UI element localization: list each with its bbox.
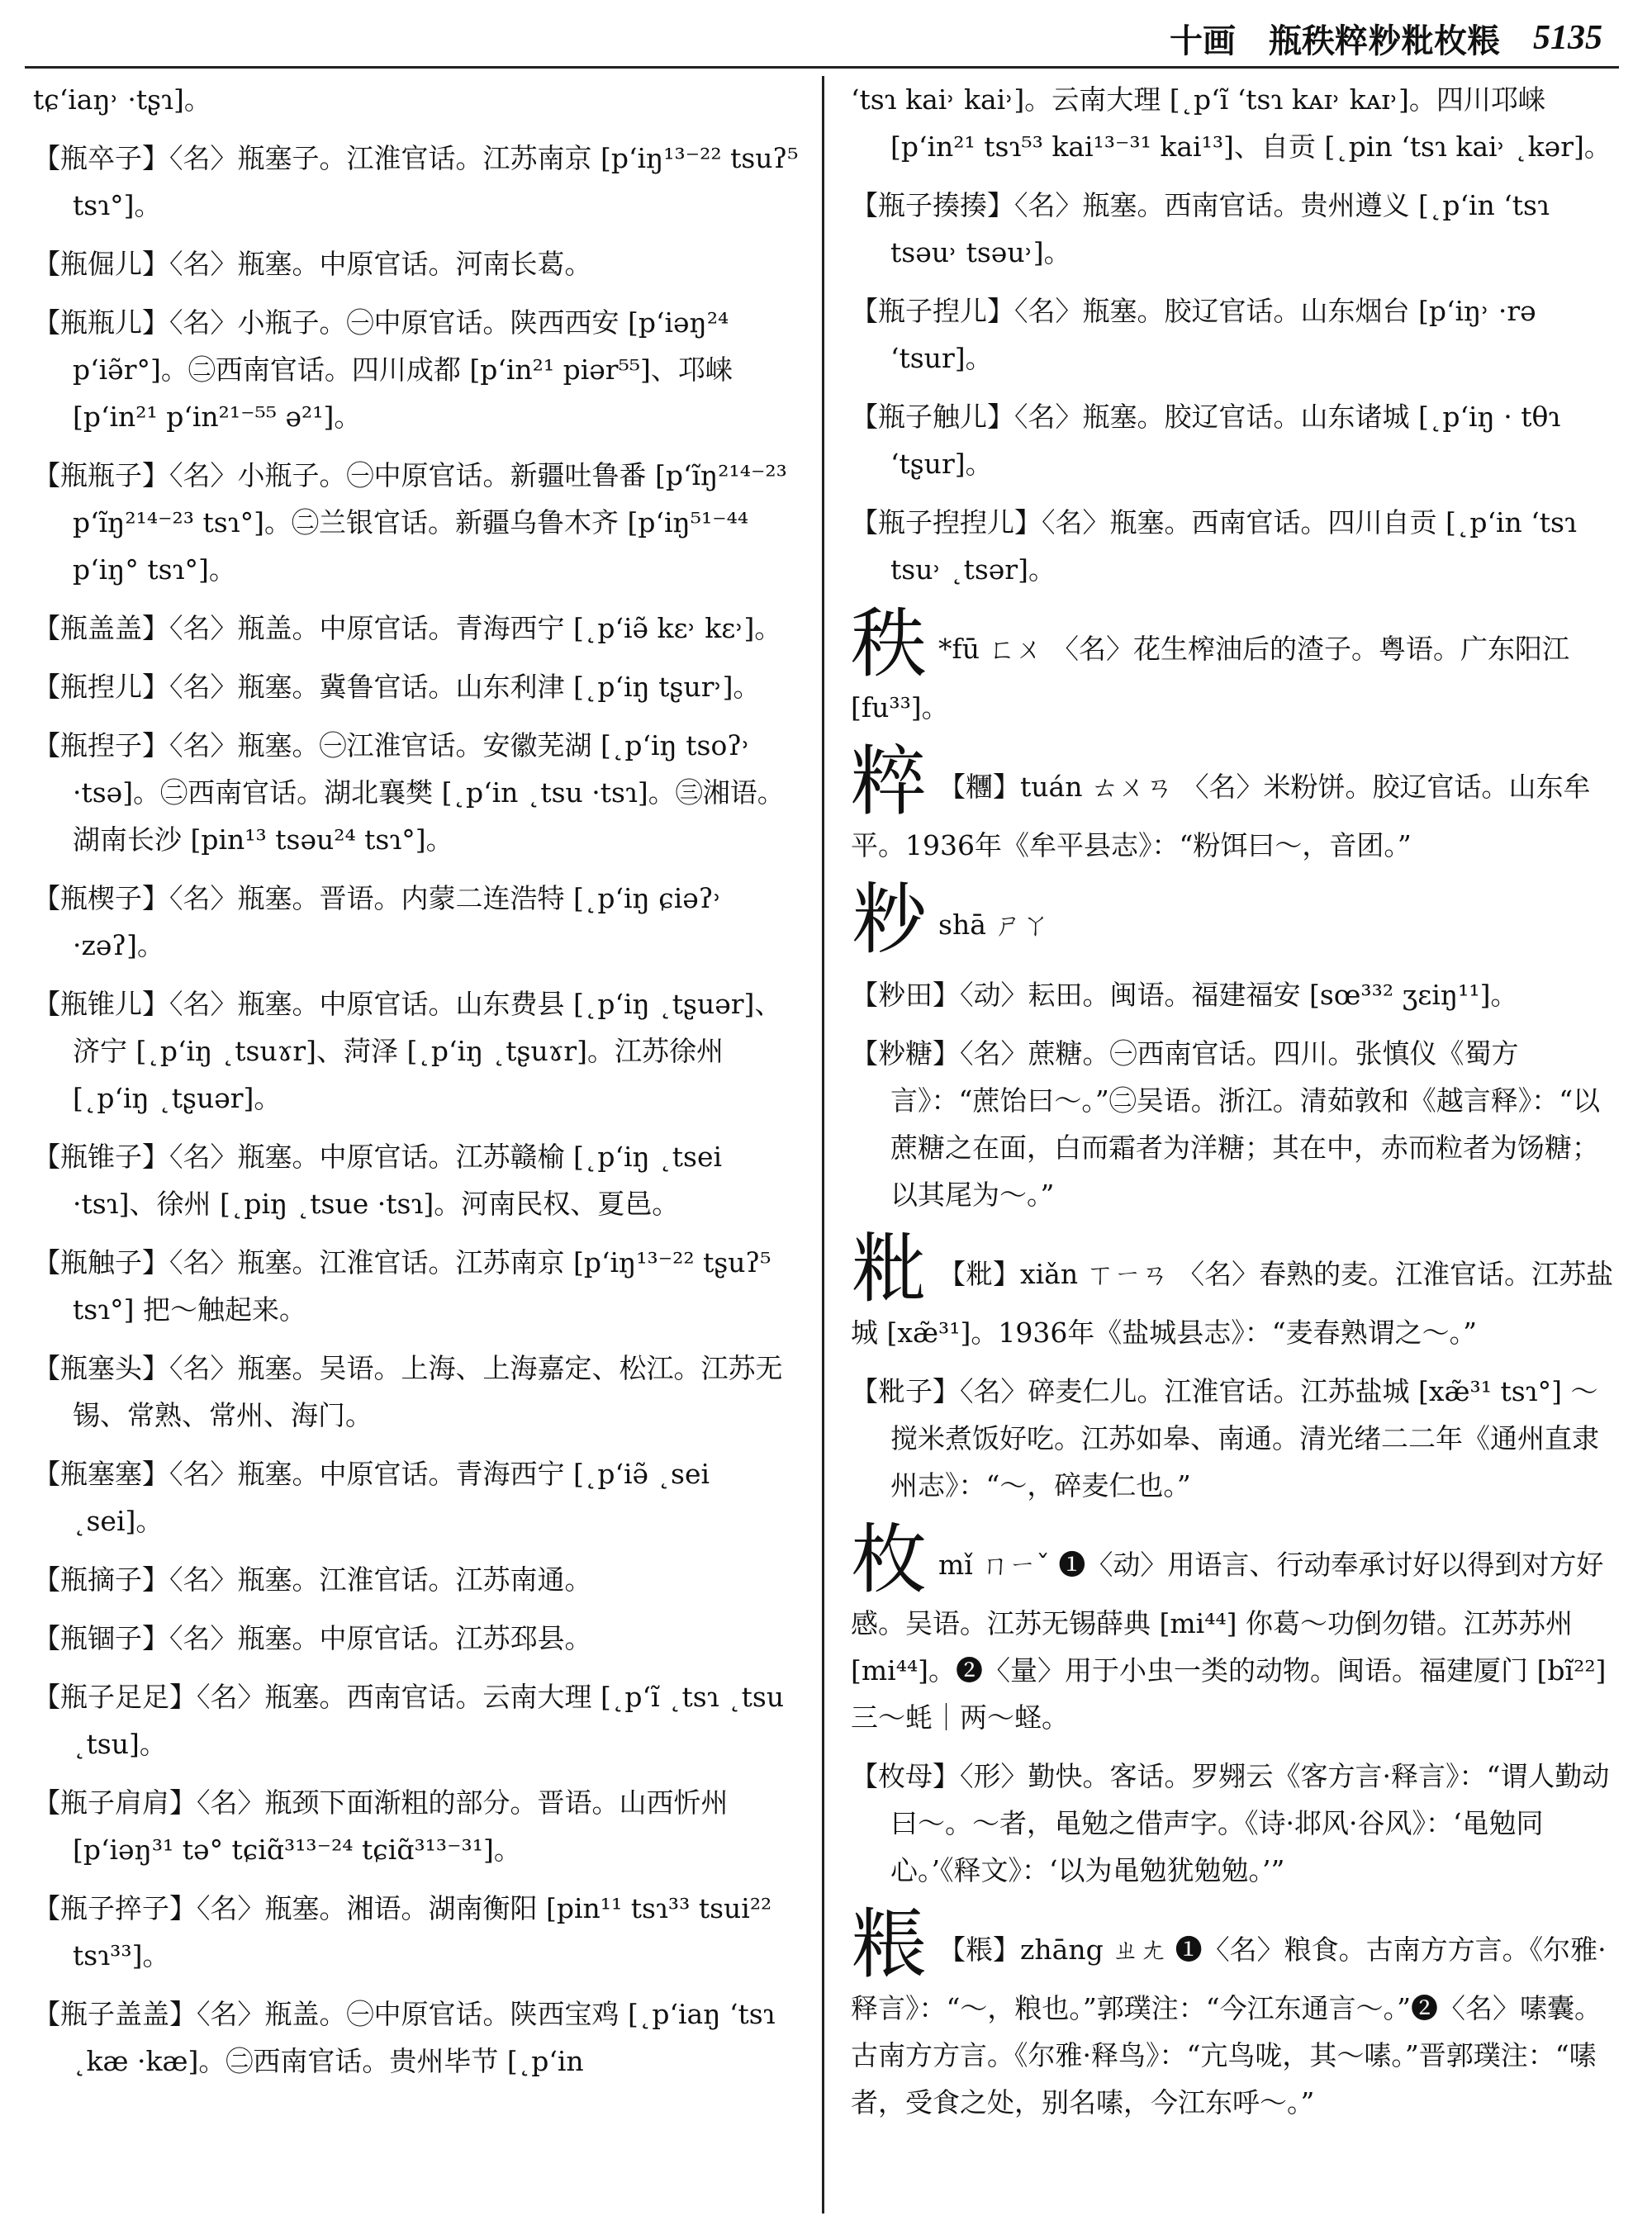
entry-text: 【瓶子揍揍】〈名〉瓶塞。西南官话。贵州遵义 [˛pʻin ʻtsɿ tsəu˒ tsəu˒]。 [851, 189, 1550, 268]
entry-text: 【瓶倔儿】〈名〉瓶塞。中原官话。河南长葛。 [33, 248, 592, 280]
character-entry [851, 1516, 1619, 1741]
entry-text: 【瓶子肩肩】〈名〉瓶颈下面渐粗的部分。晋语。山西忻州 [pʻiəŋ³¹ tə° tɕiɑ̃³¹³⁻²⁴ tɕiɑ̃³¹³⁻³¹]。 [33, 1786, 729, 1866]
entry-text: 【粆田】〈动〉耘田。闽语。福建福安 [sœ³³² ʒɛiŋ¹¹]。 [851, 979, 1518, 1011]
entry-text: 【瓶塞塞】〈名〉瓶塞。中原官话。青海西宁 [˛pʻiə̃ ˛sei ˛sei]。 [33, 1458, 710, 1537]
entry-text: tɕʻiaŋ˒ ·tʂɿ]。 [33, 83, 211, 116]
entry-text: 【瓶锥儿】〈名〉瓶塞。中原官话。山东费县 [˛pʻiŋ ˛tʂuər]、济宁 [˛pʻiŋ ˛tsuɤr]、菏泽 [˛pʻiŋ ˛tʂuɤr]。江苏徐州 [˛pʻiŋ ˛tʂuər]。 [33, 988, 782, 1114]
running-header [1074, 15, 1602, 61]
entry-text: 【粆糖】〈名〉蔗糖。㊀西南官话。四川。张慎仪《蜀方言》：“蔗饴曰～。”㊁吴语。浙江。清茹敦和《越言释》：“以蔗糖之在面，白而霜者为洋糖；其在中，赤而粒者为饧糖；以其尾为～。” [851, 1037, 1601, 1211]
entry-text: 【瓶子足足】〈名〉瓶塞。西南官话。云南大理 [˛pʻĩ ˛tsɿ ˛tsu ˛tsu]。 [33, 1681, 785, 1760]
entry-text: 【瓶子捽子】〈名〉瓶塞。湘语。湖南衡阳 [pin¹¹ tsɿ³³ tsui²² tsɿ³³]。 [33, 1892, 772, 1971]
character-text: shā ㄕㄚ [938, 909, 1050, 941]
head-character: 粃 [851, 1225, 928, 1313]
entry-text: ʻtsɿ kai˒ kai˒]。云南大理 [˛pʻĩ ʻtsɿ kᴀɪ˒ kᴀɪ˒]。四川邛崃 [pʻin²¹ tsɿ⁵³ kai¹³⁻³¹ kai¹³]、自贡 [˛pin ʻtsɿ kai˒ ˛kər]。 [851, 83, 1612, 163]
head-character: 粻 [851, 1900, 928, 1989]
header-section: 十画 [1170, 21, 1236, 60]
entry-text: 【瓶子触儿】〈名〉瓶塞。胶辽官话。山东诸城 [˛pʻiŋ · tθɿ ʻtʂur]。 [851, 401, 1561, 480]
head-character: 枚 [851, 1516, 928, 1604]
character-entry [851, 600, 1619, 731]
head-character: 粹 [851, 738, 928, 826]
character-entry [851, 875, 1619, 964]
left-column [33, 76, 801, 2215]
header-rule [25, 66, 1619, 69]
character-entry [851, 738, 1619, 869]
character-text: 【粃】xiǎn ㄒㄧㄢ 〈名〉春熟的麦。江淮官话。江苏盐城 [xæ̃³¹]。1936年《盐城县志》：“麦春熟谓之～。” [851, 1258, 1614, 1349]
entry-text: 【瓶瓶子】〈名〉小瓶子。㊀中原官话。新疆吐鲁番 [pʻĩŋ²¹⁴⁻²³ pʻĩŋ²¹⁴⁻²³ tsɿ°]。㊁兰银官话。新疆乌鲁木齐 [pʻiŋ⁵¹⁻⁴⁴ pʻiŋ° tsɿ°]。 [33, 459, 787, 586]
character-text: mǐ ㄇㄧˇ ❶〈动〉用语言、行动奉承讨好以得到对方好感。吴语。江苏无锡薛典 [mi⁴⁴] 你葛～功倒勿错。江苏苏州 [mi⁴⁴]。❷〈量〉用于小虫一类的动物。闽语。福建厦门 [bĩ²²] 三～蚝｜两～蛏。 [851, 1549, 1607, 1734]
entry-text: 【瓶揑儿】〈名〉瓶塞。冀鲁官话。山东利津 [˛pʻiŋ tʂur˒]。 [33, 671, 761, 703]
header-chars: 瓶秩粹粆粃枚粻 [1269, 21, 1500, 60]
entry-text: 【瓶揑子】〈名〉瓶塞。㊀江淮官话。安徽芜湖 [˛pʻiŋ tsoʔ˒ ·tsə]。㊁西南官话。湖北襄樊 [˛pʻin ˛tsu ·tsɿ]。㊂湘语。湖南长沙 [pin¹³ tsəu²⁴ tsɿ°]。 [33, 729, 785, 856]
entry-text: 【瓶楔子】〈名〉瓶塞。晋语。内蒙二连浩特 [˛pʻiŋ ɕiəʔ˒ ·zəʔ]。 [33, 882, 722, 961]
entry-text: 【瓶卒子】〈名〉瓶塞子。江淮官话。江苏南京 [pʻiŋ¹³⁻²² tsuʔ⁵ tsɿ°]。 [33, 142, 799, 221]
head-character: 秩 [851, 600, 928, 688]
entry-text: 【粃子】〈名〉碎麦仁儿。江淮官话。江苏盐城 [xæ̃³¹ tsɿ°] ～搅米煮饭好吃。江苏如皋、南通。清光绪二二年《通州直隶州志》：“～，碎麦仁也。” [851, 1375, 1599, 1502]
entry-text: 【瓶锢子】〈名〉瓶塞。中原官话。江苏邳县。 [33, 1622, 592, 1654]
entry-text: 【瓶触子】〈名〉瓶塞。江淮官话。江苏南京 [pʻiŋ¹³⁻²² tʂuʔ⁵ tsɿ°] 把～触起来。 [33, 1246, 771, 1326]
page-number: 5135 [1533, 19, 1602, 57]
character-entry [851, 1225, 1619, 1356]
entry-text: 【瓶子盖盖】〈名〉瓶盖。㊀中原官话。陕西宝鸡 [˛pʻiaŋ ʻtsɿ ˛kæ ·kæ]。㊁西南官话。贵州毕节 [˛pʻin [33, 1998, 776, 2077]
column-divider [822, 76, 824, 2213]
entry-text: 【瓶瓶儿】〈名〉小瓶子。㊀中原官话。陕西西安 [pʻiəŋ²⁴ pʻiə̃r°]。㊁西南官话。四川成都 [pʻin²¹ piər⁵⁵]、邛崃 [pʻin²¹ pʻin²¹⁻⁵⁵ ə²¹]。 [33, 306, 733, 433]
character-text: *fū ㄈㄨ 〈名〉花生榨油后的渣子。粤语。广东阳江 [fu³³]。 [851, 633, 1569, 724]
entry-text: 【瓶子揑揑儿】〈名〉瓶塞。西南官话。四川自贡 [˛pʻin ʻtsɿ tsu˒ ˛tsər]。 [851, 506, 1577, 586]
entry-text: 【瓶摘子】〈名〉瓶塞。江淮官话。江苏南通。 [33, 1563, 592, 1596]
character-text: 【糰】tuán ㄊㄨㄢ 〈名〉米粉饼。胶辽官话。山东牟平。1936年《牟平县志》：“粉饵曰～，音团。” [851, 771, 1591, 861]
entry-text: 【瓶塞头】〈名〉瓶塞。吴语。上海、上海嘉定、松江。江苏无锡、常熟、常州、海门。 [33, 1352, 783, 1431]
character-text: 【粻】zhāng ㄓㄤ ❶〈名〉粮食。古南方方言。《尔雅·释言》：“～，粮也。”郭璞注：“今江东通言～。”❷〈名〉嗉囊。古南方方言。《尔雅·释鸟》：“亢鸟咙，其～嗉。”晋郭璞注：“嗉者，受食之处，别名嗉，今江东呼～。” [851, 1933, 1607, 2118]
entry-text: 【瓶子揑儿】〈名〉瓶塞。胶辽官话。山东烟台 [pʻiŋ˒ ·rə ʻtsur]。 [851, 295, 1536, 374]
head-character: 粆 [851, 875, 928, 964]
entry-text: 【瓶盖盖】〈名〉瓶盖。中原官话。青海西宁 [˛pʻiə̃ kɛ˒ kɛ˒]。 [33, 612, 782, 644]
character-entry [851, 1900, 1619, 2126]
right-column [851, 76, 1619, 2215]
entry-text: 【瓶锥子】〈名〉瓶塞。中原官话。江苏赣榆 [˛pʻiŋ ˛tsei ·tsɿ]、徐州 [˛piŋ ˛tsue ·tsɿ]。河南民权、夏邑。 [33, 1141, 723, 1220]
entry-text: 【枚母】〈形〉勤快。客话。罗翙云《客方言·释言》：“谓人勤动曰～。～者，黾勉之借声字。《诗·邶风·谷风》：‘黾勉同心。’《释文》：‘以为黾勉犹勉勉。’” [851, 1760, 1610, 1886]
